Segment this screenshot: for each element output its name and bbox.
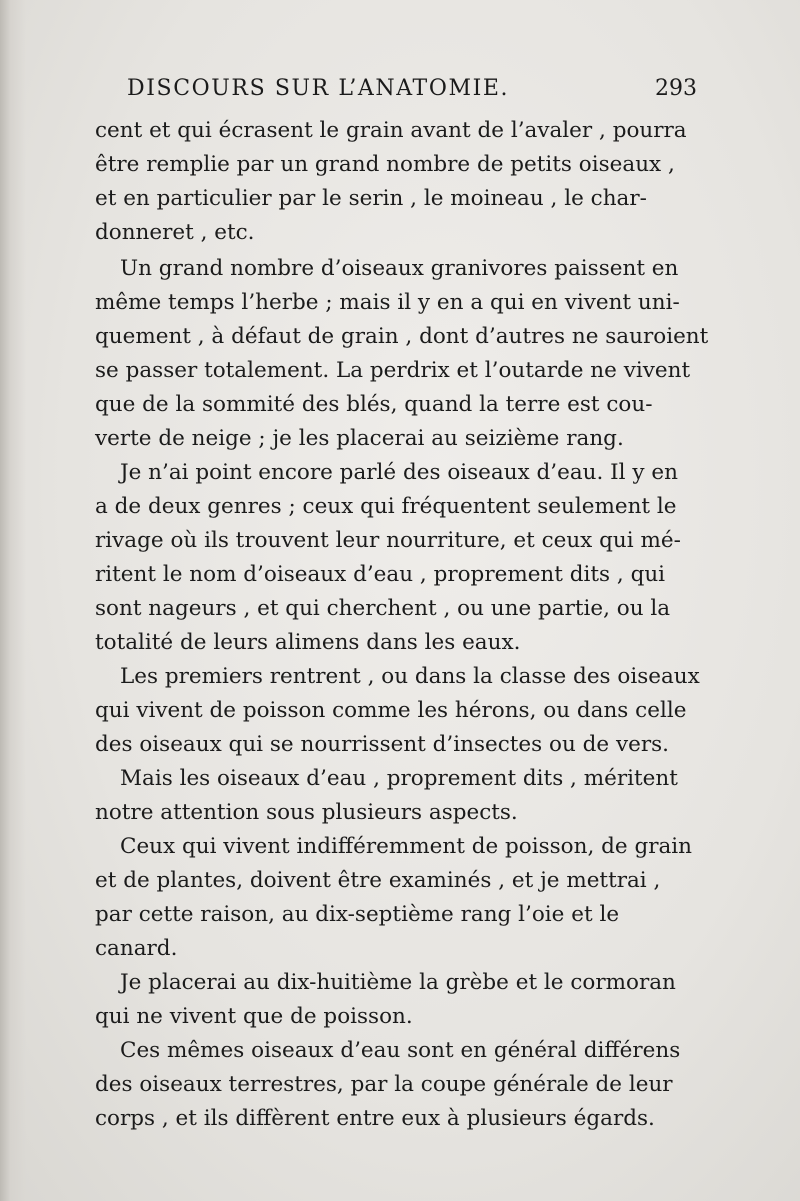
text-line: que de la sommité des blés, quand la terre est cou- [95,392,653,417]
text-line: qui ne vivent que de poisson. [95,1004,413,1029]
text-line: et de plantes, doivent être examinés , et je mettrai , [95,868,661,893]
text-line: Mais les oiseaux d’eau , proprement dits , méritent [120,766,678,791]
text-line: canard. [95,936,178,961]
text-line: être remplie par un grand nombre de petits oiseaux , [95,152,675,177]
text-line: sont nageurs , et qui cherchent , ou une partie, ou la [95,596,671,621]
text-line: par cette raison, au dix-septième rang l’oie et le [95,902,620,927]
text-line: Je n’ai point encore parlé des oiseaux d’eau. Il y en [120,460,678,485]
text-line: ritent le nom d’oiseaux d’eau , proprement dits , qui [95,562,666,587]
text-line: corps , et ils diffèrent entre eux à plusieurs égards. [95,1106,655,1131]
running-title: DISCOURS SUR L’ANATOMIE. [127,76,510,101]
text-line: Ces mêmes oiseaux d’eau sont en général différens [120,1038,681,1063]
page-gutter-shadow [0,0,26,1201]
text-line: et en particulier par le serin , le moineau , le char- [95,186,647,211]
text-line: se passer totalement. La perdrix et l’outarde ne vivent [95,358,691,383]
text-line: totalité de leurs alimens dans les eaux. [95,630,521,655]
text-line: Un grand nombre d’oiseaux granivores paissent en [120,256,679,281]
text-line: donneret , etc. [95,220,255,245]
text-line: même temps l’herbe ; mais il y en a qui en vivent uni- [95,290,680,315]
text-line: notre attention sous plusieurs aspects. [95,800,518,825]
text-line: qui vivent de poisson comme les hérons, ou dans celle [95,698,687,723]
text-line: Ceux qui vivent indifféremment de poisson, de grain [120,834,693,859]
text-line: a de deux genres ; ceux qui fréquentent seulement le [95,494,677,519]
page-number: 293 [655,76,697,101]
text-line: cent et qui écrasent le grain avant de l’avaler , pourra [95,118,687,143]
text-line: quement , à défaut de grain , dont d’autres ne sauroient [95,324,709,349]
text-line: des oiseaux terrestres, par la coupe générale de leur [95,1072,673,1097]
text-line: verte de neige ; je les placerai au seizième rang. [95,426,624,451]
text-line: rivage où ils trouvent leur nourriture, et ceux qui mé- [95,528,681,553]
text-line: des oiseaux qui se nourrissent d’insectes ou de vers. [95,732,669,757]
page-header [127,76,697,106]
text-line: Je placerai au dix-huitième la grèbe et le cormoran [120,970,676,995]
text-line: Les premiers rentrent , ou dans la classe des oiseaux [120,664,700,689]
